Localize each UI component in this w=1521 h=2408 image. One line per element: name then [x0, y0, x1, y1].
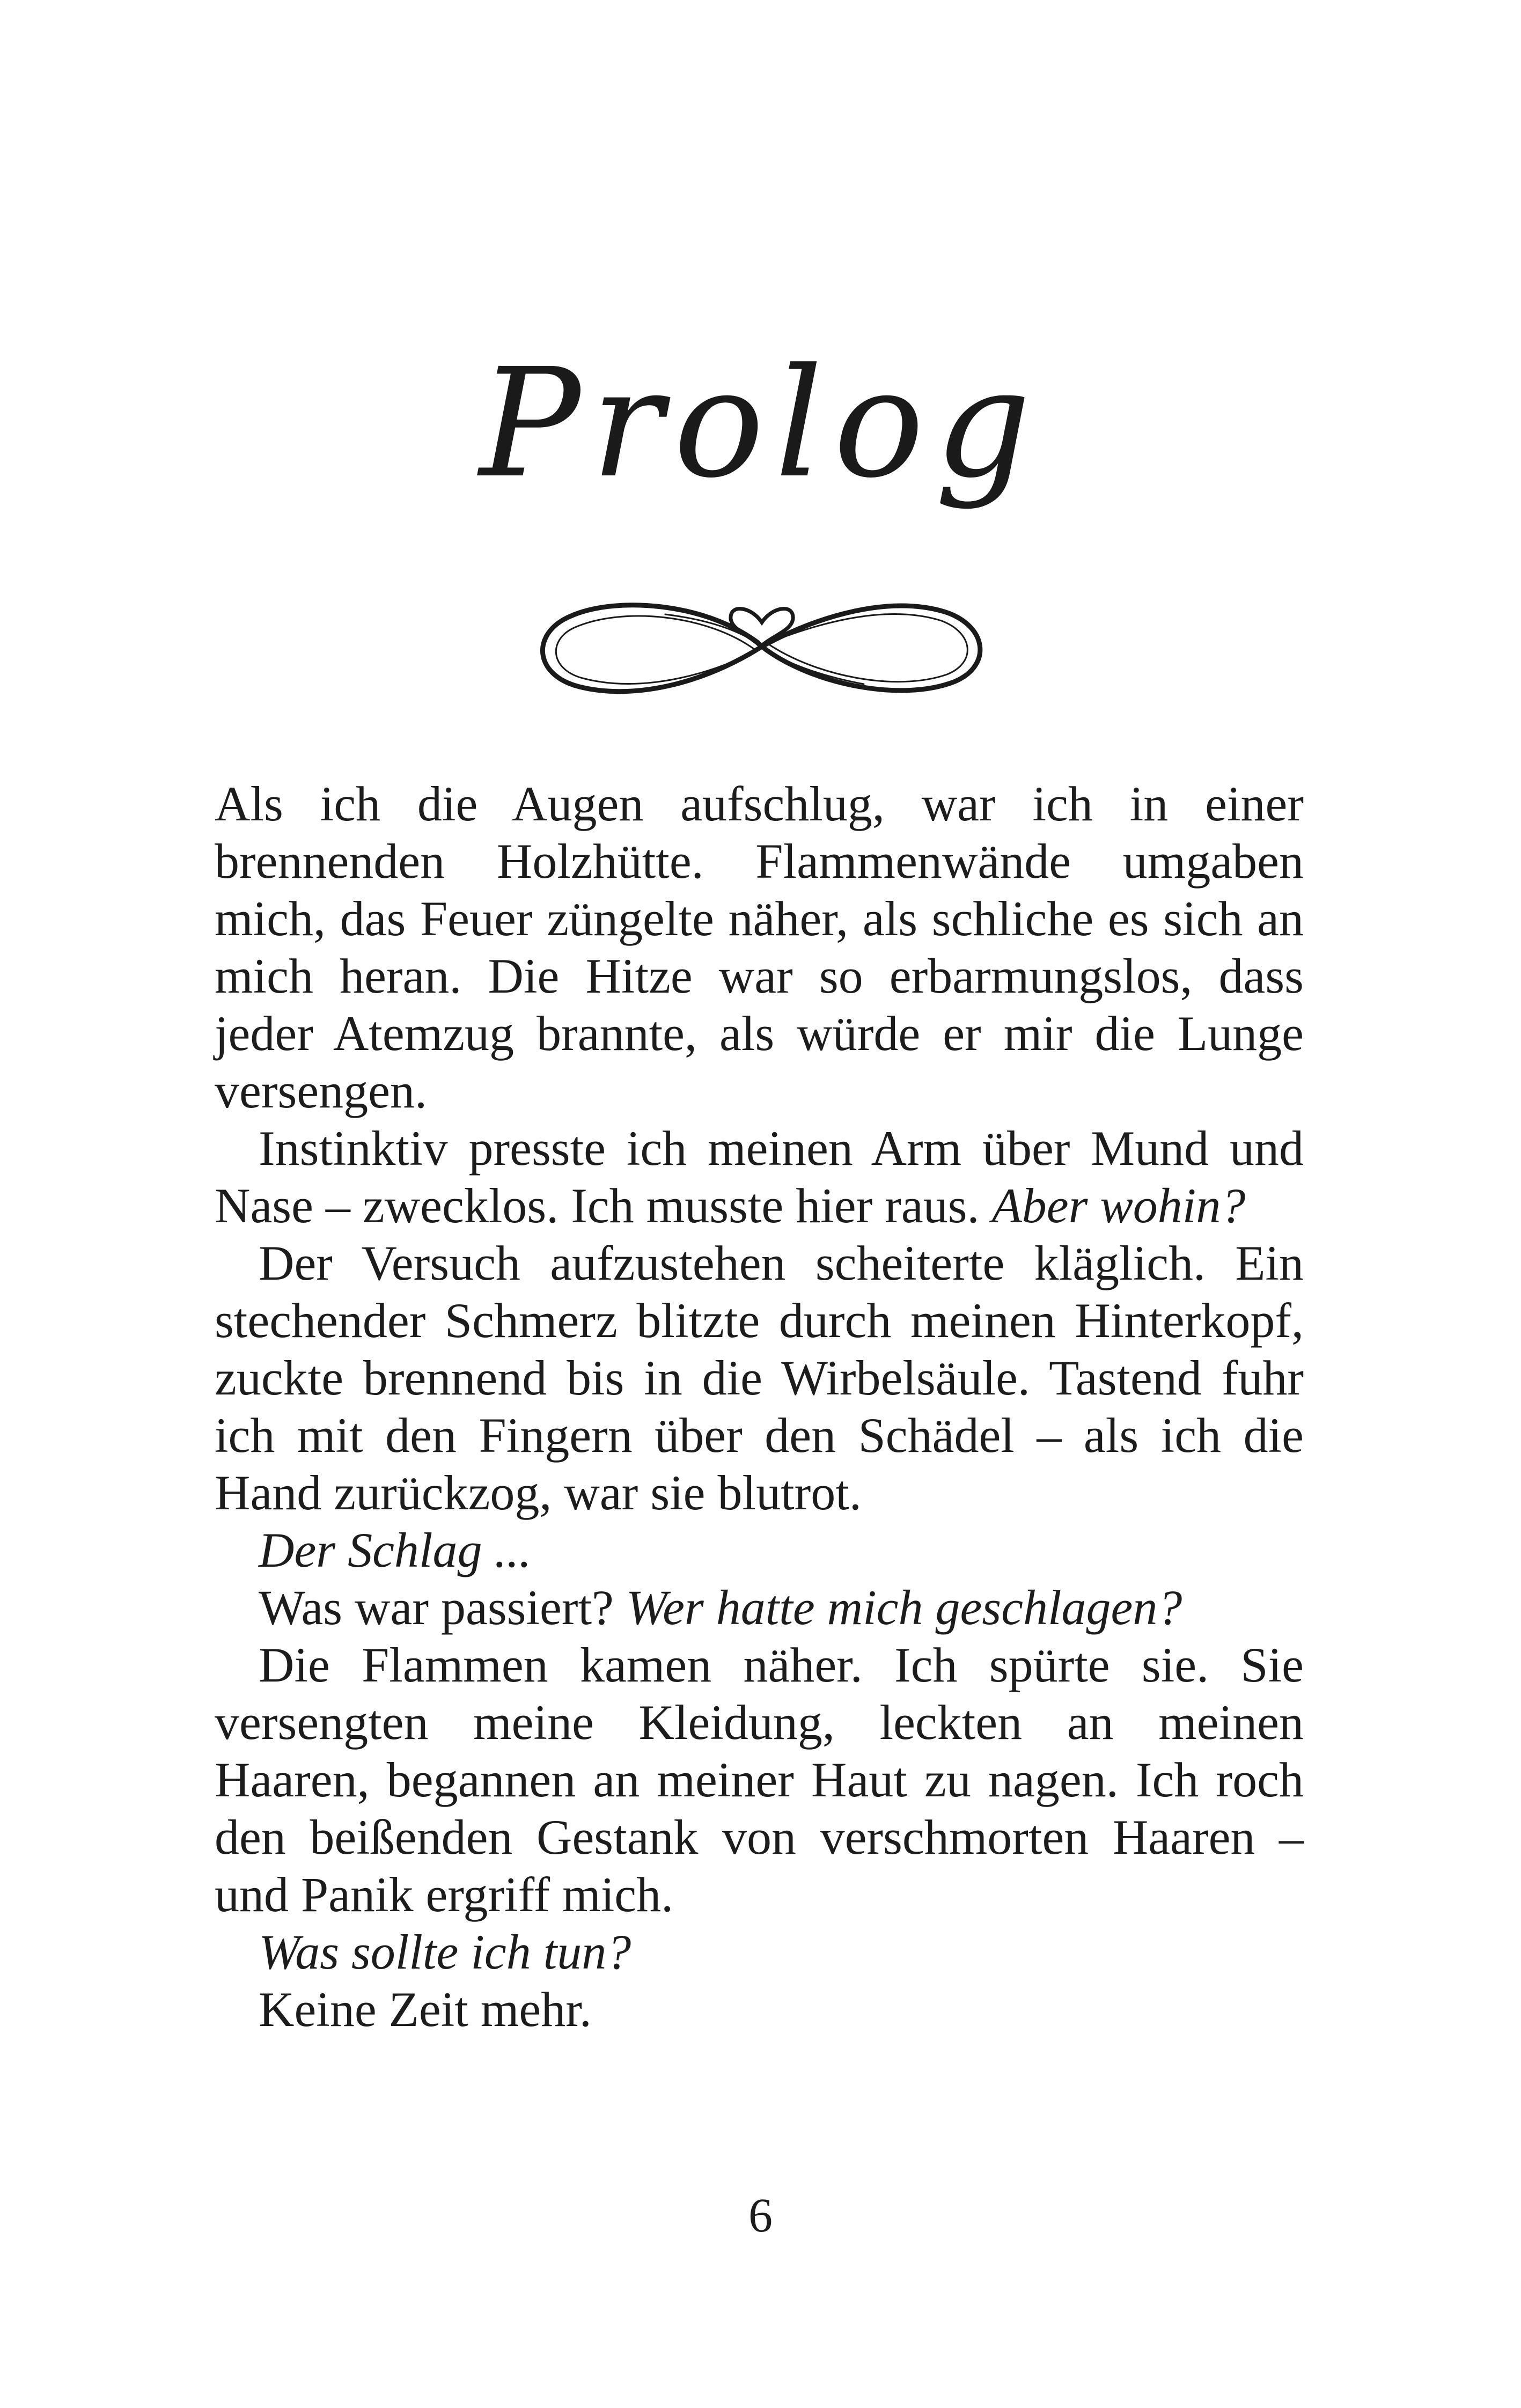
infinity-heart-ornament-icon [531, 582, 993, 722]
paragraph: Der Versuch aufzustehen scheiterte kläglich. Ein stechender Schmerz blitzte durch meinen Hinterkopf, zuckte brennend bis in die Wirbelsäule. Tastend fuhr ich mit den Fingern über den Schädel – als ich die Hand zurückzog, war sie blutrot. [215, 1236, 1304, 1520]
italic-thought: Aber wohin? [991, 1178, 1246, 1233]
paragraph-text: Was war passiert? [259, 1580, 626, 1635]
page-number: 6 [748, 2189, 773, 2242]
paragraph: Die Flammen kamen näher. Ich spürte sie. Sie versengten meine Kleidung, leckten an meinen Haaren, begannen an meiner Haut zu nagen. Ich roch den beißenden Gestank von verschmorten Haaren – und Panik ergriff mich. [215, 1638, 1304, 1922]
paragraph: Als ich die Augen aufschlug, war ich in einer brennenden Holzhütte. Flammenwände umgaben mich, das Feuer züngelte näher, als schliche es sich an mich heran. Die Hitze war so erbarmungslos, dass jeder Atemzug brannte, als würde er mir die Lunge versengen. [215, 776, 1304, 1118]
italic-thought: Wer hatte mich geschlagen? [626, 1580, 1182, 1635]
chapter-body [215, 775, 1304, 2038]
paragraph-text: Instinktiv presste ich meinen Arm über Mund und Nase – zwecklos. Ich musste hier raus. [215, 1121, 1304, 1233]
paragraph [215, 1579, 1304, 1636]
paragraph [215, 1120, 1304, 1235]
chapter-title: Prolog [479, 336, 1042, 511]
italic-thought: Der Schlag ... [259, 1523, 532, 1577]
italic-thought: Was sollte ich tun? [259, 1925, 631, 1979]
paragraph: Keine Zeit mehr. [259, 1982, 592, 2037]
